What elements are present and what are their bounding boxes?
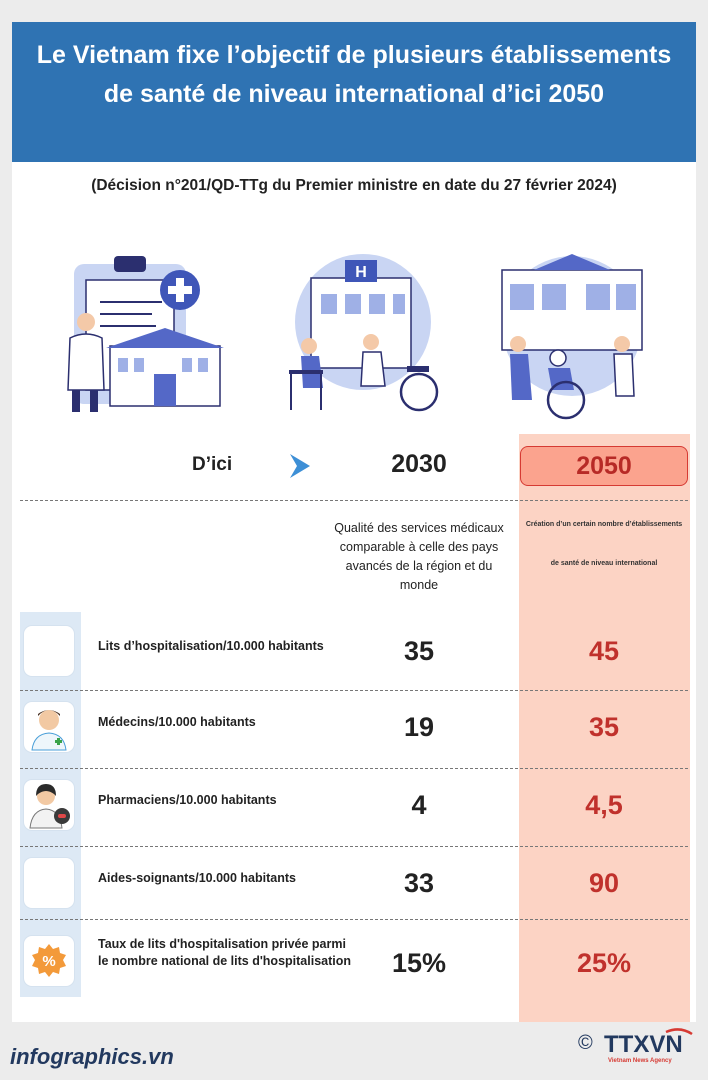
- infographic-card: [12, 22, 696, 1022]
- svg-text:%: %: [42, 953, 56, 970]
- goal-2030-description: Qualité des services médicaux comparable à celle des pays avancés de la région et du monde: [334, 521, 504, 592]
- value-2030: 35: [403, 636, 435, 666]
- goal-2050-description: [524, 520, 684, 568]
- year-2030: 2030: [391, 450, 447, 478]
- title-line-2: de santé de niveau international d’ici 2050: [103, 80, 605, 108]
- svg-text:H: H: [355, 264, 367, 281]
- divider: [20, 500, 688, 501]
- row-label: [98, 936, 351, 970]
- row-label: Aides-soignants/10.000 habitants: [98, 871, 296, 885]
- row-label-line-2: le nombre national de lits d'hospitalisation: [98, 954, 352, 968]
- ttxvn-logo: [574, 1028, 696, 1064]
- svg-text:TTXVN: TTXVN: [604, 1031, 683, 1058]
- value-2030: 19: [403, 712, 435, 742]
- row-label: Médecins/10.000 habitants: [98, 715, 256, 729]
- title-line-1: Le Vietnam fixe l’objectif de plusieurs établissements: [36, 41, 672, 69]
- value-2050: 35: [588, 712, 620, 742]
- value-2050: 4,5: [585, 790, 623, 820]
- elderly-care-illustration: [267, 250, 447, 420]
- goal-2050-line-1: Création d’un certain nombre d’établissements: [525, 521, 683, 528]
- decision-subtitle: (Décision n°201/QD-TTg du Premier ministre en date du 27 février 2024): [91, 177, 617, 194]
- hospital-bed-icon: [24, 626, 74, 676]
- table-row: [12, 692, 696, 770]
- copyright-symbol: ©: [578, 1032, 593, 1054]
- goal-2050-line-2: de santé de niveau international: [550, 560, 658, 567]
- row-label: Pharmaciens/10.000 habitants: [98, 793, 277, 807]
- value-2030: 15%: [391, 948, 447, 978]
- page-title: [32, 36, 676, 114]
- pharmacist-icon: [24, 780, 74, 830]
- site-credit: infographics.vn: [10, 1044, 174, 1069]
- year-2050-badge: 2050: [520, 446, 688, 486]
- title-banner: [12, 22, 696, 162]
- chevron-right-icon: [288, 454, 310, 478]
- value-2050: 25%: [576, 948, 632, 978]
- row-label: Lits d’hospitalisation/10.000 habitants: [98, 639, 324, 653]
- divider: [20, 690, 688, 691]
- wheelchair-patient-illustration: [482, 250, 662, 420]
- svg-text:Vietnam News Agency: Vietnam News Agency: [608, 1058, 672, 1064]
- divider: [20, 919, 688, 920]
- nurse-icon: [24, 858, 74, 908]
- doctor-clipboard-illustration: [52, 250, 232, 420]
- table-row: [12, 770, 696, 848]
- table-row: [12, 922, 696, 1000]
- doctor-icon: [24, 702, 74, 752]
- table-row: [12, 848, 696, 926]
- row-label-line-1: Taux de lits d'hospitalisation privée parmi: [98, 937, 346, 951]
- divider: [20, 846, 688, 847]
- percent-badge-icon: [24, 936, 74, 986]
- divider: [20, 768, 688, 769]
- value-2050: 90: [588, 868, 620, 898]
- table-row: [12, 614, 696, 692]
- value-2050: 45: [588, 636, 620, 666]
- value-2030: 4: [411, 790, 427, 820]
- by-label: D’ici: [192, 454, 233, 475]
- value-2030: 33: [403, 868, 435, 898]
